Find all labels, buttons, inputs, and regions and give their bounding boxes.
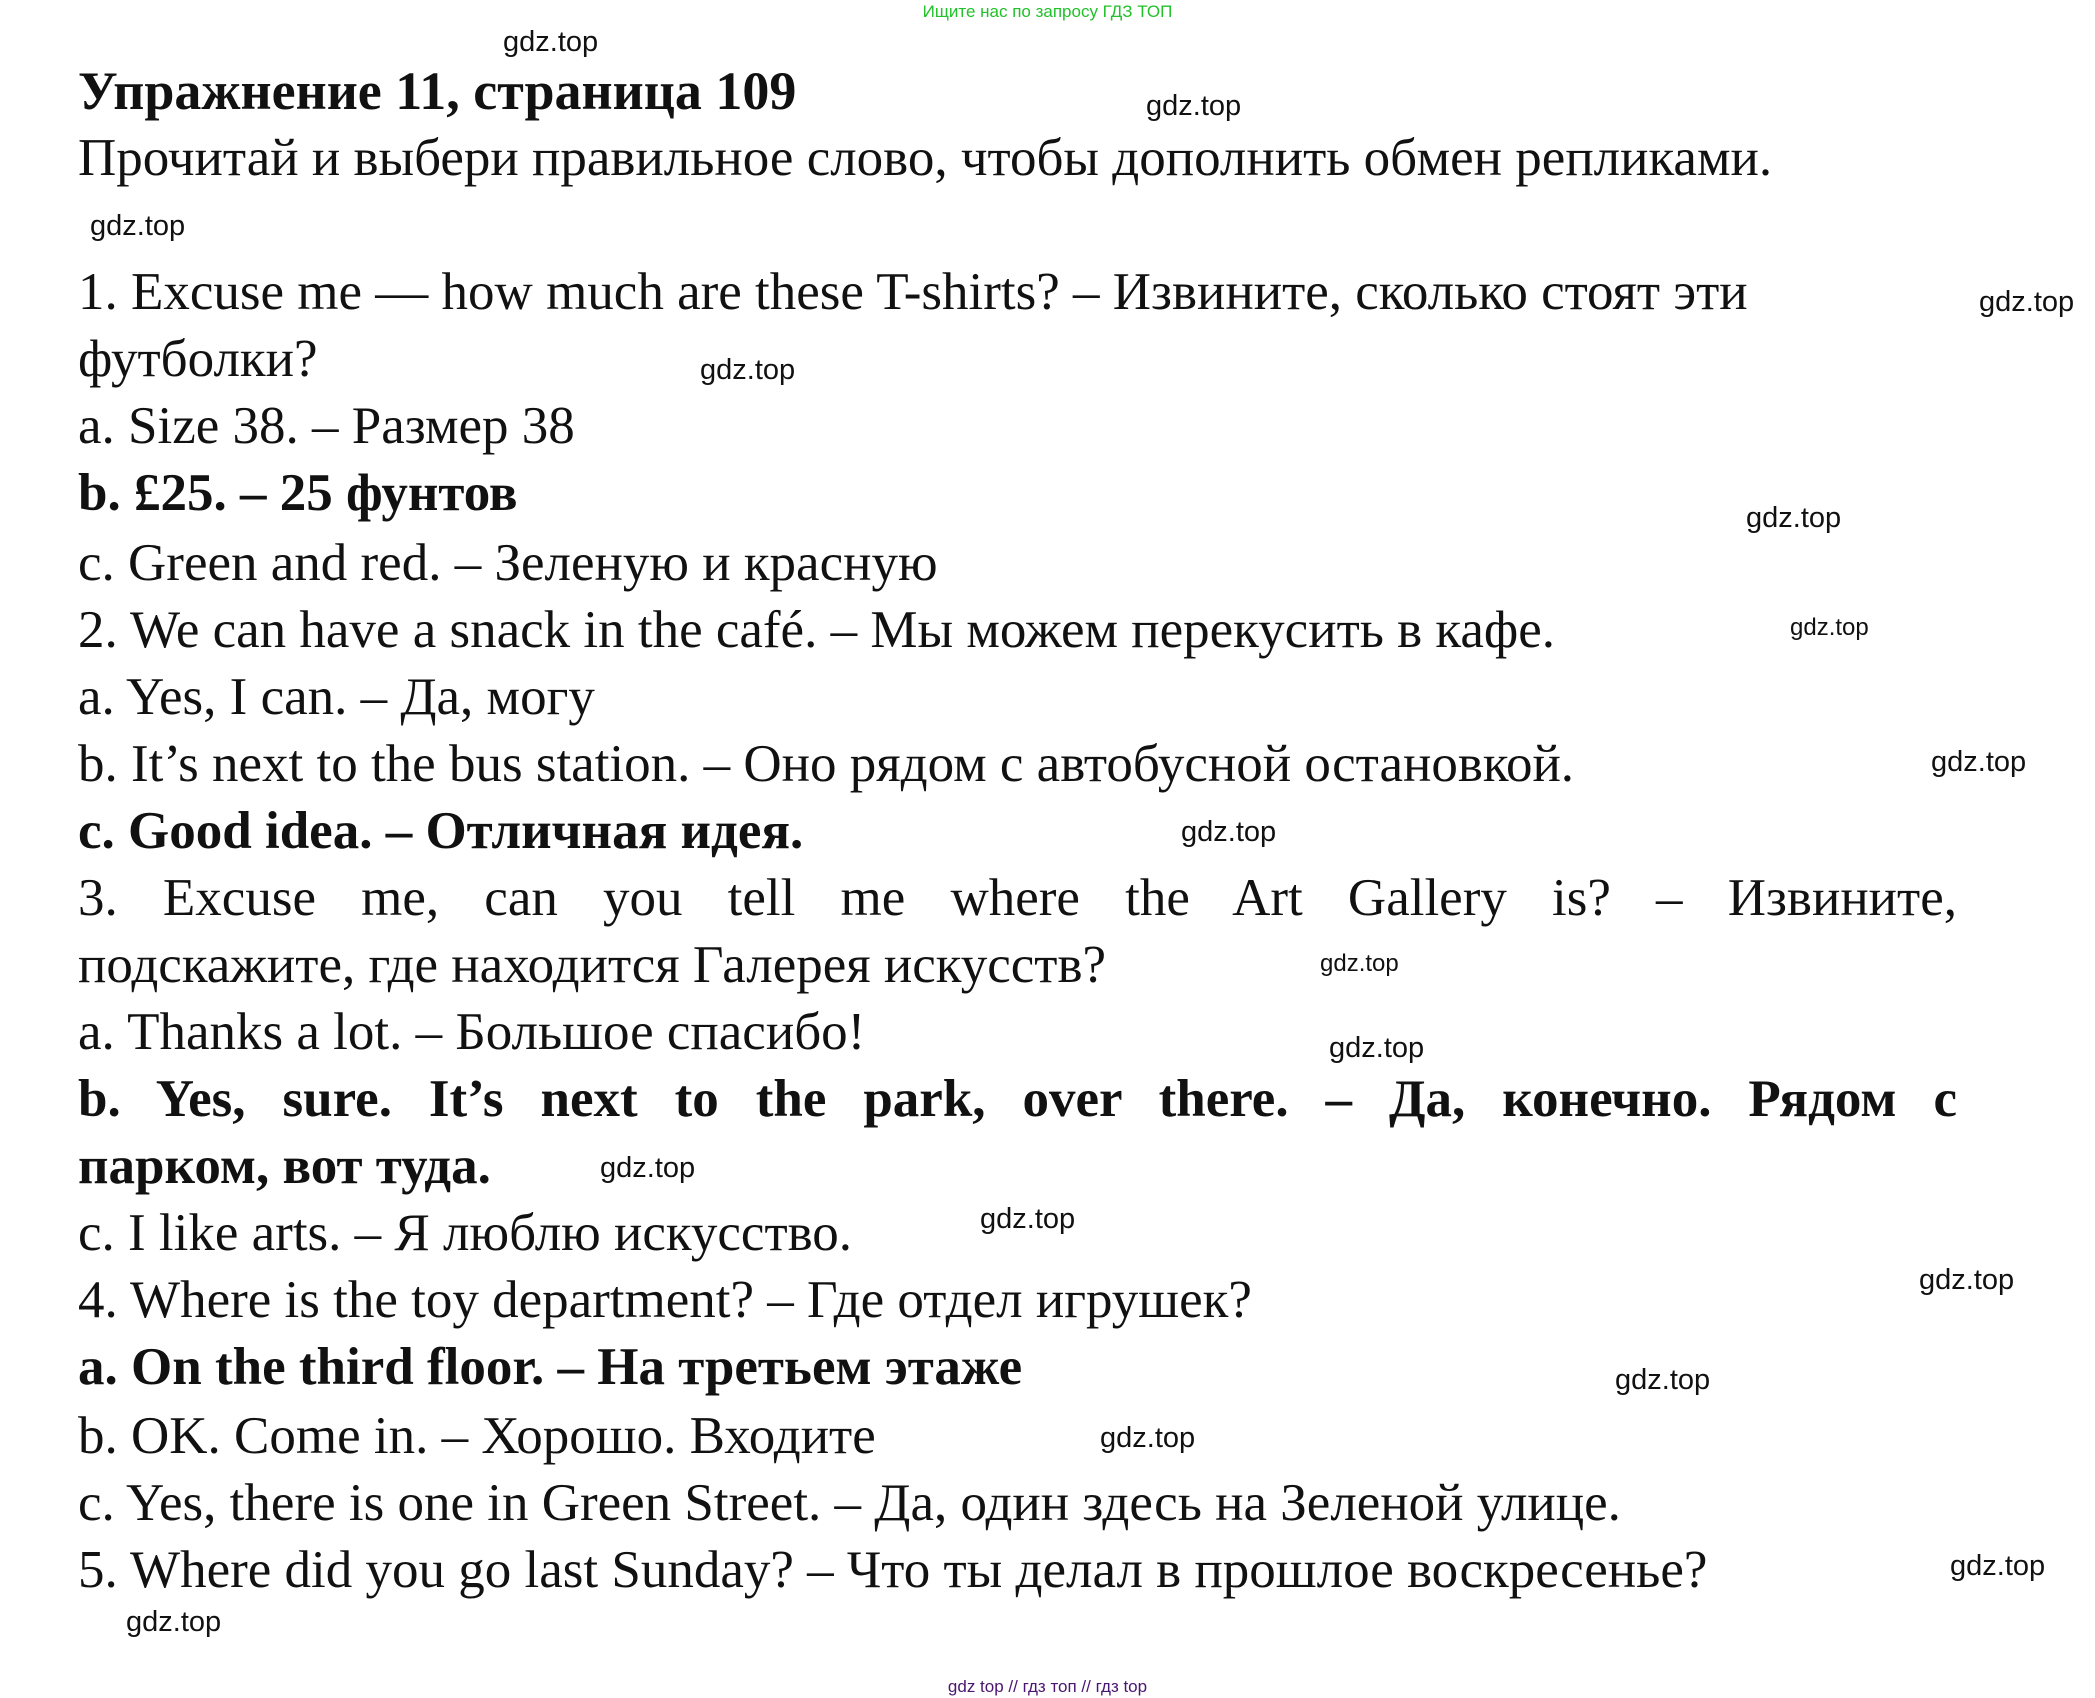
answer-3a: a. Thanks a lot. – Большое спасибо! — [78, 1003, 866, 1061]
question-4: 4. Where is the toy department? – Где отдел игрушек? — [78, 1271, 1252, 1329]
page-title: Упражнение 11, страница 109 — [78, 61, 797, 121]
answer-4b: b. OK. Come in. – Хорошо. Входите — [78, 1407, 876, 1465]
watermark: gdz.top — [1615, 1364, 1711, 1396]
search-banner: Ищите нас по запросу ГДЗ ТОП — [922, 2, 1173, 21]
watermark: gdz.top — [1950, 1550, 2046, 1582]
answer-3c: c. I like arts. – Я люблю искусство. — [78, 1204, 853, 1262]
watermark: gdz.top — [1181, 816, 1277, 848]
watermark: gdz.top — [1919, 1264, 2015, 1296]
question-3-cont: подскажите, где находится Галерея искусств? — [78, 936, 1107, 994]
question-1-cont: футболки? — [78, 330, 318, 388]
answer-2c-correct: c. Good idea. – Отличная идея. — [78, 802, 804, 860]
question-1: 1. Excuse me — how much are these T-shirts? – Извините, сколько стоят эти — [78, 263, 1748, 321]
question-2: 2. We can have a snack in the café. – Мы можем перекусить в кафе. — [78, 601, 1556, 659]
watermark: gdz.top — [1320, 950, 1399, 977]
answer-1a: a. Size 38. – Размер 38 — [78, 397, 575, 455]
answer-3b-cont: парком, вот туда. — [78, 1137, 491, 1195]
watermark: gdz.top — [700, 354, 796, 386]
instruction: Прочитай и выбери правильное слово, чтобы дополнить обмен репликами. — [78, 129, 1773, 187]
watermark: gdz.top — [1146, 90, 1242, 122]
answer-2b: b. It’s next to the bus station. – Оно рядом с автобусной остановкой. — [78, 735, 1575, 793]
watermark: gdz.top — [503, 26, 599, 58]
answer-1b-correct: b. £25. – 25 фунтов — [78, 464, 518, 522]
watermark: gdz.top — [90, 210, 186, 242]
answer-3b-correct: b. Yes, sure. It’s next to the park, over there. – Да, конечно. Рядом с — [78, 1070, 1957, 1128]
watermark: gdz.top — [1100, 1422, 1196, 1454]
watermark: gdz.top — [600, 1152, 696, 1184]
footer-links: gdz top // гдз топ // гдз top — [947, 1677, 1148, 1696]
watermark: gdz.top — [980, 1203, 1076, 1235]
answer-1c: c. Green and red. – Зеленую и красную — [78, 534, 938, 592]
watermark: gdz.top — [1979, 286, 2075, 318]
question-3: 3. Excuse me, can you tell me where the Art Gallery is? – Извините, — [78, 869, 1957, 927]
watermark: gdz.top — [126, 1606, 222, 1638]
watermark: gdz.top — [1329, 1032, 1425, 1064]
answer-2a: a. Yes, I can. – Да, могу — [78, 668, 595, 726]
watermark: gdz.top — [1790, 614, 1869, 641]
watermark: gdz.top — [1931, 746, 2027, 778]
answer-4a-correct: a. On the third floor. – На третьем этаже — [78, 1338, 1023, 1396]
question-5: 5. Where did you go last Sunday? – Что ты делал в прошлое воскресенье? — [78, 1541, 1708, 1599]
watermark: gdz.top — [1746, 502, 1842, 534]
answer-4c: c. Yes, there is one in Green Street. – Да, один здесь на Зеленой улице. — [78, 1474, 1621, 1532]
